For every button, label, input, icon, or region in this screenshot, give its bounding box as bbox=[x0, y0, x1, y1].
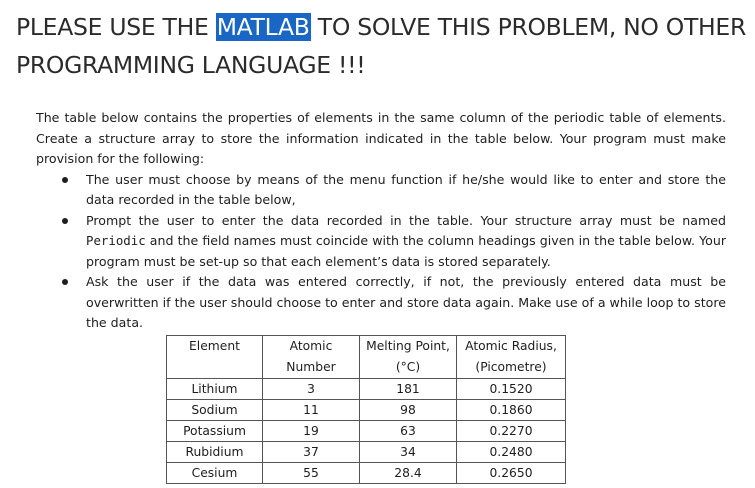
cell-atomic-radius: 0.1520 bbox=[457, 379, 566, 400]
cell-element: Lithium bbox=[167, 379, 263, 400]
cell-atomic-number: 37 bbox=[263, 442, 360, 463]
cell-atomic-radius: 0.2270 bbox=[457, 421, 566, 442]
problem-description bbox=[36, 108, 726, 334]
cell-atomic-number: 11 bbox=[263, 400, 360, 421]
bullet-dot-icon bbox=[62, 218, 68, 224]
requirement-1-text: The user must choose by means of the menu function if he/she would like to enter and store the data recorded in the table below, bbox=[86, 171, 726, 207]
requirements-list bbox=[36, 170, 726, 334]
cell-melting-point: 63 bbox=[360, 421, 457, 442]
bullet-dot-icon bbox=[62, 177, 68, 183]
table-row bbox=[167, 421, 566, 442]
header-melting-point: Melting Point, (°C) bbox=[360, 336, 457, 379]
requirement-2-text-post: and the field names must coincide with the column headings given in the table below. Your program must be set-up so that each element’s data is stored separately. bbox=[86, 233, 726, 269]
requirement-item-2 bbox=[36, 211, 726, 273]
requirement-item-3 bbox=[36, 272, 726, 334]
table-row bbox=[167, 442, 566, 463]
bullet-dot-icon bbox=[62, 279, 68, 285]
cell-element: Potassium bbox=[167, 421, 263, 442]
code-periodic: Periodic bbox=[86, 233, 146, 248]
cell-atomic-number: 19 bbox=[263, 421, 360, 442]
cell-melting-point: 98 bbox=[360, 400, 457, 421]
cell-atomic-radius: 0.1860 bbox=[457, 400, 566, 421]
table-row bbox=[167, 379, 566, 400]
requirement-2-text-pre: Prompt the user to enter the data recorded in the table. Your structure array must be named bbox=[86, 212, 726, 228]
cell-melting-point: 181 bbox=[360, 379, 457, 400]
header-element: Element bbox=[167, 336, 263, 379]
page-heading bbox=[16, 8, 746, 84]
cell-melting-point: 34 bbox=[360, 442, 457, 463]
intro-paragraph: The table below contains the properties of elements in the same column of the periodic table of elements. Create a structure array to store the information indicated in the table below. Your program must make provision for the following: bbox=[36, 110, 726, 166]
heading-highlight-selection[interactable]: MATLAB bbox=[216, 13, 310, 41]
cell-atomic-radius: 0.2480 bbox=[457, 442, 566, 463]
heading-text-post: TO SOLVE THIS PROBLEM, NO OTHER PROGRAMMING LANGUAGE !!! bbox=[16, 13, 746, 79]
cell-atomic-number: 3 bbox=[263, 379, 360, 400]
cell-melting-point: 28.4 bbox=[360, 463, 457, 484]
header-atomic-number: Atomic Number bbox=[263, 336, 360, 379]
cell-element: Sodium bbox=[167, 400, 263, 421]
cell-element: Rubidium bbox=[167, 442, 263, 463]
requirement-item-1 bbox=[36, 170, 726, 211]
requirement-3-text: Ask the user if the data was entered correctly, if not, the previously entered data must be overwritten if the user should choose to enter and store data again. Make use of a while loop to store the data. bbox=[86, 274, 726, 330]
table-header-row bbox=[167, 336, 566, 379]
cell-element: Cesium bbox=[167, 463, 263, 484]
heading-text-pre: PLEASE USE THE bbox=[16, 13, 216, 41]
header-atomic-radius: Atomic Radius, (Picometre) bbox=[457, 336, 566, 379]
table-row bbox=[167, 463, 566, 484]
cell-atomic-radius: 0.2650 bbox=[457, 463, 566, 484]
table-row bbox=[167, 400, 566, 421]
cell-atomic-number: 55 bbox=[263, 463, 360, 484]
element-properties-table bbox=[166, 335, 566, 484]
